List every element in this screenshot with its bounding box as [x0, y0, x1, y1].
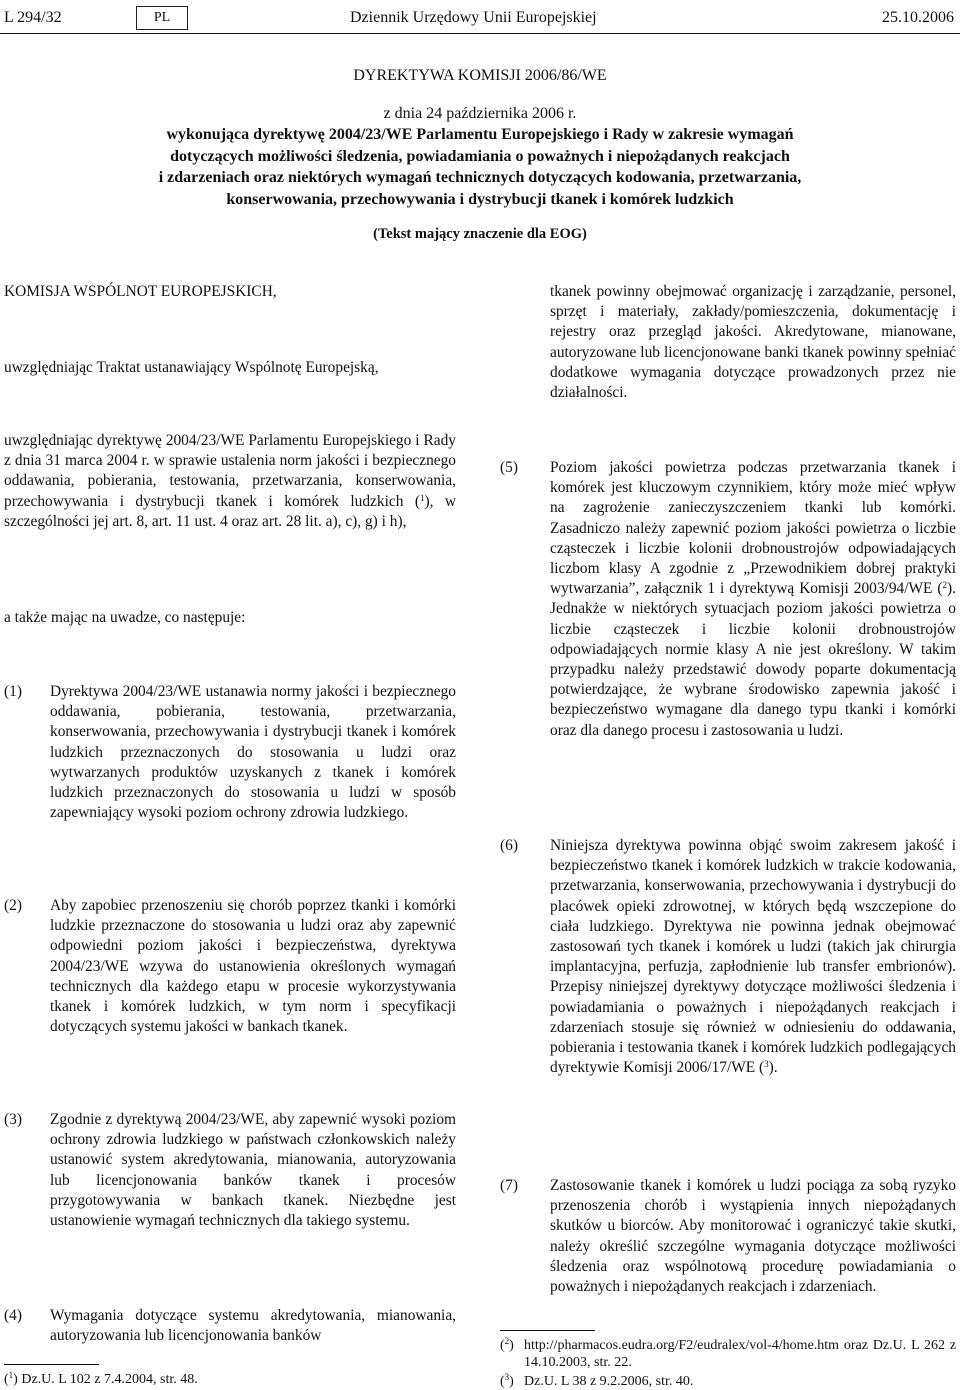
footnote-ref: 1	[419, 492, 425, 503]
recital-text-part: Poziom jakości powietrza podczas przetwarzania tkanek i komórek jest kluczowym czynnikiem, który może mieć wpływ na zagrożenie zanieczyszczeniem tkanki lub komórki. Zasadniczo należy zapewnić poziom jakości powietrza o liczbie cząsteczek i liczbie kolonii drobnoustrojów odpowiadających liczbom klasy A zgodnie z „Przewodnikiem dobrej praktyki wytwarzania”, załącznik 1 i dyrektywą Komisji 2003/94/WE (	[550, 459, 956, 598]
footnote-divider	[4, 1364, 99, 1365]
subject-line: konserwowania, przechowywania i dystrybucji tkanek i komórek ludzkich	[226, 190, 734, 208]
recital-text	[550, 458, 956, 741]
eea-relevance-note: (Tekst mający znaczenie dla EOG)	[373, 226, 587, 242]
footnote-2: ($^2$) http://pharmacos.eudra.org/F2/eudralex/vol-4/home.htm oraz Dz.U. L 262 z 14.10.2003, str. 22.	[500, 1336, 956, 1370]
recital-number: (1)	[4, 683, 22, 700]
recital-4-continued	[550, 282, 956, 403]
document-title: DYREKTYWA KOMISJI 2006/86/WE	[353, 67, 607, 84]
header-divider	[0, 33, 960, 34]
recital-text-part: ). Jednakże w niektórych sytuacjach poziom jakości powietrza o liczbie cząsteczek i liczbie kolonii drobnoustrojów odpowiadających normie klasy A nie jest określony. W takim przypadku należy przedstawić dowody poparte dokumentacją potwierdzające, że wybrane środowisko zapewnia jakość i bezpieczeństwo wymagane dla danego typu tkanki i komórki oraz dla danego procesu i zastosowania u ludzi.	[550, 580, 956, 739]
recital-text: Zgodnie z dyrektywą 2004/23/WE, aby zapewnić wysoki poziom ochrony zdrowia ludzkiego w państwach członkowskich należy ustanowić system akredytowania, mianowania, autoryzowania lub licencjonowania banków tkanek i procesów przygotowywania w bankach tkanek. Niezbędne jest ustanowienie wymagań technicznych dla takiego systemu.	[50, 1111, 456, 1230]
footnote-mark: 2	[504, 1336, 510, 1346]
citation-treaty: uwzględniając Traktat ustanawiający Wspólnotę Europejską,	[4, 359, 379, 376]
recital-number: (6)	[500, 837, 518, 854]
document-date: z dnia 24 października 2006 r.	[383, 105, 577, 122]
subject-line: i zdarzeniach oraz niektórych wymagań technicznych dotyczących kodowania, przetwarzania,	[158, 169, 802, 186]
footnote-ref: 3	[764, 1059, 769, 1070]
footnote-3: ($^3$) Dz.U. L 38 z 9.2.2006, str. 40.	[500, 1372, 694, 1389]
footnote-divider	[500, 1330, 595, 1331]
recital-text: Dyrektywa 2004/23/WE ustanawia normy jakości i bezpiecznego oddawania, pobierania, testowania, przetwarzania, konserwowania, przechowywania i dystrybucji tkanek i komórek ludzkich przeznaczonych do stosowania u ludzi oraz wytwarzanych produktów uzyskanych z tkanek i komórek ludzkich przeznaczonych do stosowania u ludzi w sposób zapewniający wysoki poziom ochrony zdrowia ludzkiego.	[50, 683, 456, 822]
recital-number: (7)	[500, 1177, 518, 1194]
recital-text: Zastosowanie tkanek i komórek u ludzi pociąga za sobą ryzyko przenoszenia chorób i wystąpienia innych niepożądanych skutków u biorców. Aby monitorować i ograniczyć takie skutki, należy określić szczególne wymagania dotyczące możliwości śledzenia oraz wspólnotową procedurę powiadamiania o poważnych i niepożądanych reakcjach i zdarzeniach.	[550, 1177, 956, 1296]
recital-number: (2)	[4, 897, 22, 914]
recital-text: Wymagania dotyczące systemu akredytowania, mianowania, autoryzowania lub licencjonowania banków	[50, 1307, 456, 1345]
recital-text-part: ).	[768, 1059, 778, 1077]
language-badge: PL	[136, 6, 188, 30]
citation-directive-text: uwzględniając dyrektywę 2004/23/WE Parlamentu Europejskiego i Rady z dnia 31 marca 2004 r. w sprawie ustalenia norm jakości i bezpiecznego oddawania, pobierania, testowania, przetwarzania, konserwowania, przechowywania i dystrybucji tkanek i komórek ludzkich	[4, 432, 456, 510]
recital-number: (3)	[4, 1111, 22, 1128]
whereas-intro: a także mając na uwadze, co następuje:	[4, 609, 246, 626]
recital-text-part: Niniejsza dyrektywa powinna objąć swoim zakresem jakość i bezpieczeństwo tkanek i komórek ludzkich w trakcie kodowania, przetwarzania, konserwowania, przechowywania i dystrybucji do placówek opieki zdrowotnej, w których będą wszczepione do ciała ludzkiego. Dyrektywa nie powinna jednak obejmować zastosowań tych tkanek i komórek u ludzi (takich jak chirurgia implantacyjna, perfuzja, zapłodnienie lub transfer embrionów). Przepisy niniejszej dyrektywy dotyczące możliwości śledzenia i powiadamiania o poważnych i niepożądanych reakcjach i zdarzeniach stosuje się również w odniesieniu do oddawania, pobierania i testowania tkanek i komórek ludzkich podlegających dyrektywie Komisji 2006/17/WE (	[550, 837, 956, 1077]
recital-text: Aby zapobiec przenoszeniu się chorób poprzez tkanki i komórki ludzkie przeznaczone do stosowania u ludzi oraz aby zapewnić odpowiedni poziom jakości i bezpieczeństwa, dyrektywa 2004/23/WE wzywa do ustanowienia określonych wymagań technicznych dla każdego etapu w procesie wykorzystywania tkanek i komórek ludzkich, w tym norm i specyfikacji dotyczących systemu jakości w bankach tkanek.	[50, 897, 456, 1036]
footnote-mark: 3	[504, 1372, 510, 1382]
page-reference: L 294/32	[4, 9, 62, 26]
recital-number: (5)	[500, 459, 518, 476]
subject-line: wykonująca dyrektywę 2004/23/WE Parlamentu Europejskiego i Rady w zakresie wymagań	[166, 126, 794, 143]
page-header	[0, 4, 960, 30]
footnote-text: http://pharmacos.eudra.org/F2/eudralex/vol-4/home.htm oraz Dz.U. L 262 z 14.10.2003, str. 22.	[524, 1338, 956, 1370]
recital-text	[550, 836, 956, 1078]
recital-text: tkanek powinny obejmować organizację i zarządzanie, personel, sprzęt i materiały, zakłady/pomieszczenia, dokumentację i rejestry oraz przegląd jakości. Akredytowane, mianowane, autoryzowane lub licencjonowane banki tkanek powinny spełniać dodatkowe wymagania dotyczące prowadzonych przez nie działalności.	[550, 283, 956, 402]
citation-directive: uwzględniając dyrektywę 2004/23/WE Parlamentu Europejskiego i Rady z dnia 31 marca 2004 r. w sprawie ustalenia norm jakości i bezpiecznego oddawania, pobierania, testowania, przetwarzania, konserwowania, przechowywania i dystrybucji tkanek i komórek ludzkich ($^1$), w szczególności jej art. 8, art. 11 ust. 4 oraz art. 28 lit. a), c), g) i h),	[4, 432, 456, 530]
footnote-ref: 2	[942, 580, 948, 591]
footnote-text: Dz.U. L 102 z 7.4.2004, str. 48.	[21, 1372, 198, 1387]
document-subject	[0, 124, 960, 210]
footnote-1: ($^1$) Dz.U. L 102 z 7.4.2004, str. 48.	[4, 1370, 198, 1387]
recital-number: (4)	[4, 1307, 22, 1324]
citation-directive-tail: , w szczególności jej art. 8, art. 11 ust. 4 oraz art. 28 lit. a), c), g) i h),	[4, 492, 456, 530]
footnote-mark: 1	[8, 1370, 14, 1380]
footnote-text: Dz.U. L 38 z 9.2.2006, str. 40.	[524, 1374, 694, 1389]
publication-date: 25.10.2006	[882, 9, 954, 26]
subject-line: dotyczących możliwości śledzenia, powiadamiania o poważnych i niepożądanych reakcjach	[170, 147, 790, 165]
journal-title: Dziennik Urzędowy Unii Europejskiej	[350, 9, 597, 26]
commission-heading: KOMISJA WSPÓLNOT EUROPEJSKICH,	[4, 283, 277, 300]
